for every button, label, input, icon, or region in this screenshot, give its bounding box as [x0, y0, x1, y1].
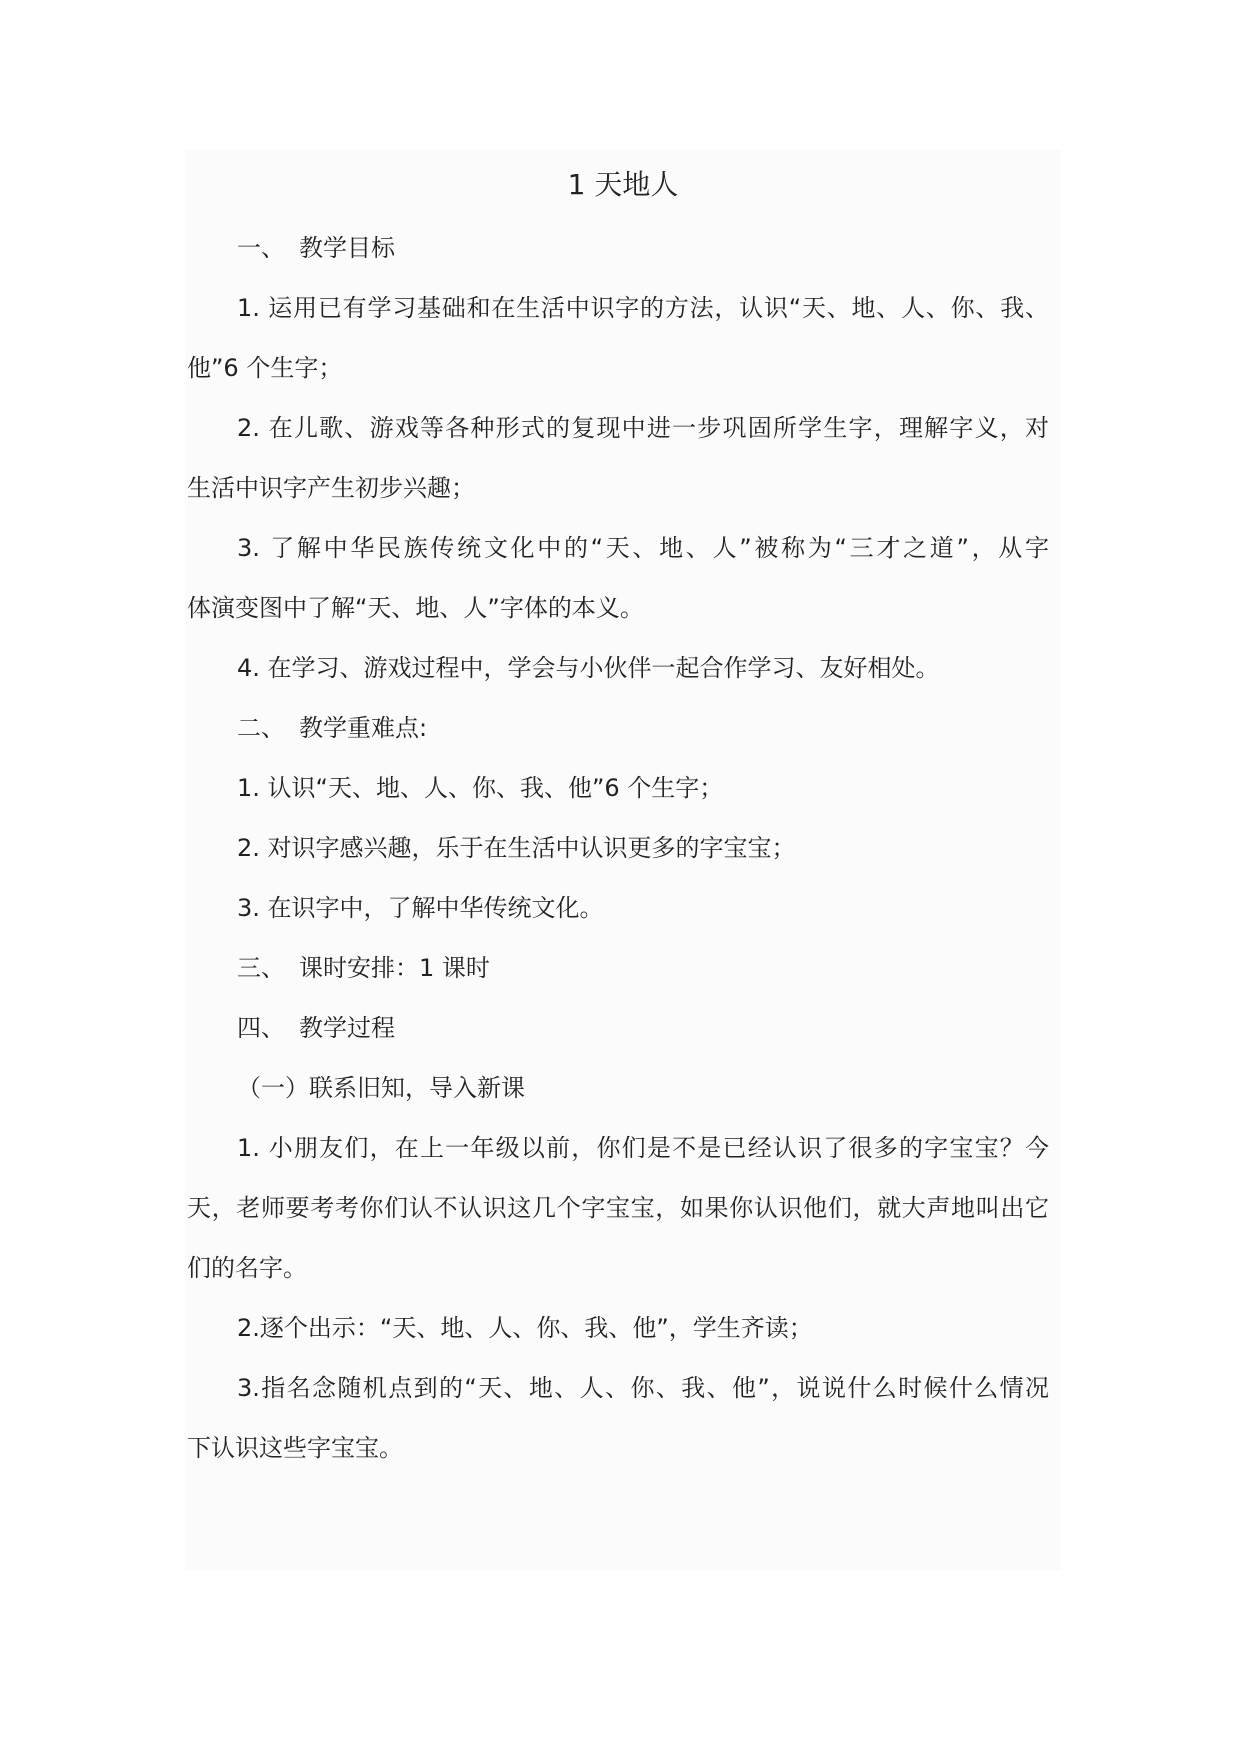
paragraph-line: 他”6 个生字； [187, 354, 343, 382]
section-number: 二、 [237, 714, 285, 742]
section-number: 四、 [237, 1014, 285, 1042]
paragraph-line: 下认识这些字宝宝。 [187, 1434, 403, 1462]
section-heading-goals [237, 230, 395, 266]
paragraph-line: 生活中识字产生初步兴趣； [187, 474, 475, 502]
paragraph-line: 2. 对识字感兴趣，乐于在生活中认识更多的字宝宝； [237, 834, 796, 862]
paragraph-line: 3. 在识字中，了解中华传统文化。 [237, 894, 604, 922]
section-number: 一、 [237, 234, 285, 262]
section-heading-schedule [237, 950, 490, 986]
section-title: 课时安排：1 课时 [299, 954, 490, 982]
section-title: 教学目标 [299, 234, 395, 262]
paragraph-line: 2.逐个出示：“天、地、人、你、我、他”，学生齐读； [237, 1314, 813, 1342]
section-number: 三、 [237, 954, 285, 982]
section-heading-process [237, 1010, 395, 1046]
subsection-heading: （一）联系旧知，导入新课 [237, 1074, 525, 1102]
paragraph-line: 1. 运用已有学习基础和在生活中识字的方法，认识“天、地、人、你、我、 [237, 294, 1049, 322]
paragraph-line: 天，老师要考考你们认不认识这几个字宝宝，如果你认识他们，就大声地叫出它 [187, 1194, 1049, 1222]
paragraph-line: 2. 在儿歌、游戏等各种形式的复现中进一步巩固所学生字，理解字义，对 [237, 414, 1049, 442]
paragraph-line: 们的名字。 [187, 1254, 307, 1282]
paragraph-line: 3. 了解中华民族传统文化中的“天、地、人”被称为“三才之道”，从字 [237, 534, 1049, 562]
section-heading-key-points [237, 710, 427, 746]
paragraph-line: 体演变图中了解“天、地、人”字体的本义。 [187, 594, 644, 622]
section-title: 教学过程 [299, 1014, 395, 1042]
document-title: 1 天地人 [567, 168, 679, 201]
section-title: 教学重难点: [299, 714, 428, 742]
paragraph-line: 1. 小朋友们，在上一年级以前，你们是不是已经认识了很多的字宝宝？今 [237, 1134, 1049, 1162]
paragraph-line: 3.指名念随机点到的“天、地、人、你、我、他”，说说什么时候什么情况 [237, 1374, 1049, 1402]
paragraph-line: 4. 在学习、游戏过程中，学会与小伙伴一起合作学习、友好相处。 [237, 654, 940, 682]
paragraph-line: 1. 认识“天、地、人、你、我、他”6 个生字； [237, 774, 724, 802]
